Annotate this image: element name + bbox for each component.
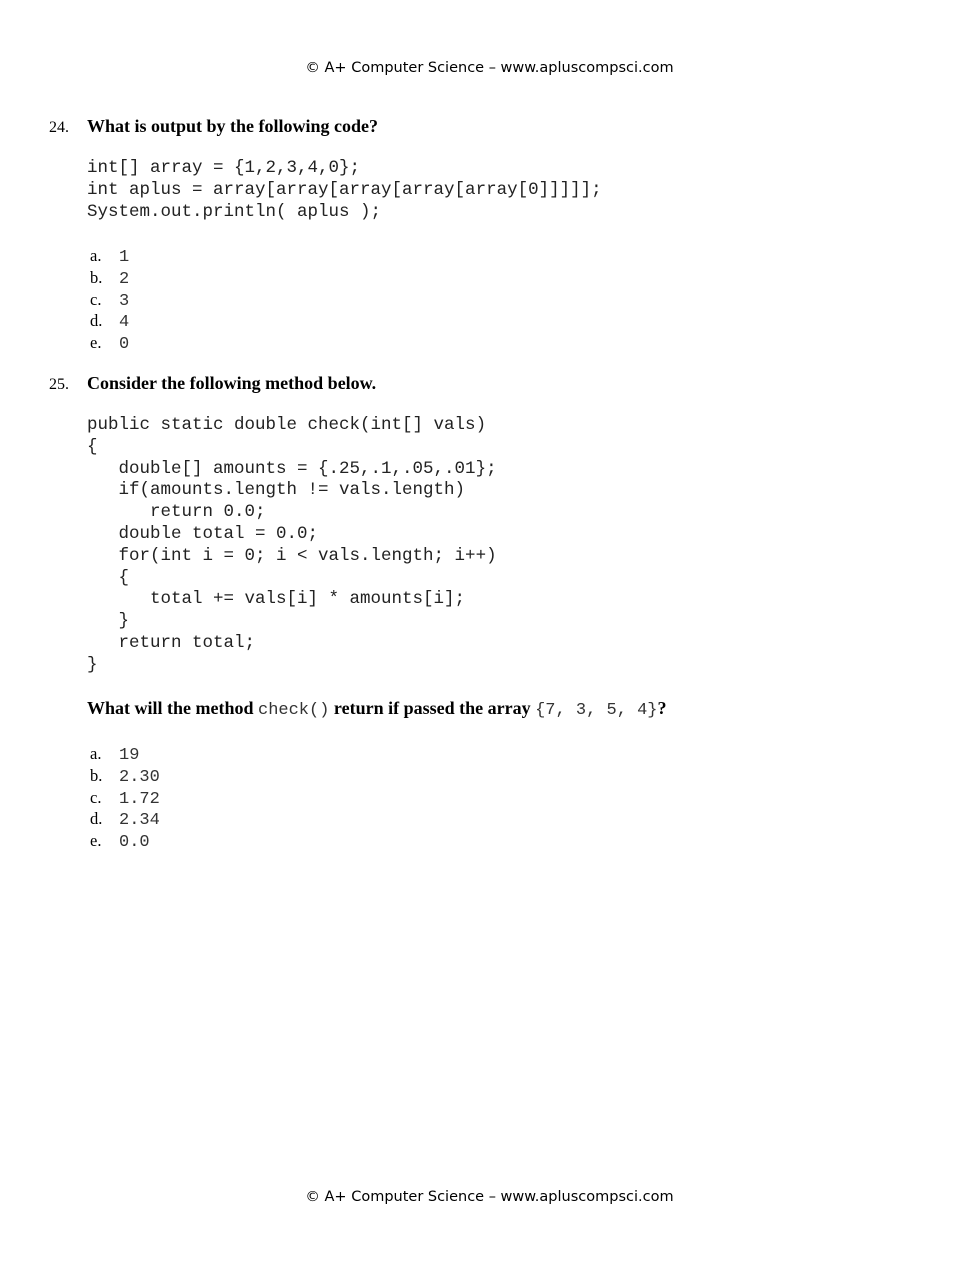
choice-text: 3: [119, 291, 130, 311]
choice-text: 2.34: [119, 811, 160, 831]
choice-text: 1: [119, 248, 130, 267]
question-25-choices: [90, 743, 160, 852]
choice-letter: b.: [90, 765, 103, 785]
question-24-number: 24.: [49, 119, 69, 136]
question-24-choices: [90, 245, 129, 354]
question-24-title: What is output by the following code?: [87, 116, 379, 136]
choice-item: [90, 743, 160, 765]
choice-item: [90, 310, 129, 332]
choice-item: [90, 787, 160, 809]
choice-letter: c.: [90, 787, 102, 807]
choice-letter: d.: [90, 809, 103, 829]
choice-item: [90, 289, 129, 311]
page-footer: © A+ Computer Science – www.apluscompsci.com: [305, 1189, 674, 1205]
question-24-code: int[] array = {1,2,3,4,0}; int aplus = array[array[array[array[array[0]]]]]; System.out.println( aplus );: [87, 158, 602, 222]
prompt-code: check(): [258, 701, 330, 720]
choice-letter: c.: [90, 289, 102, 309]
choice-letter: e.: [90, 831, 102, 851]
prompt-text: return if passed the array: [329, 698, 536, 718]
choice-item: [90, 765, 160, 787]
choice-text: 0: [119, 335, 130, 355]
choice-text: 2: [119, 269, 130, 289]
question-25-title: Consider the following method below.: [87, 373, 377, 393]
choice-item: [90, 245, 129, 267]
question-25-code: public static double check(int[] vals) { double[] amounts = {.25,.1,.05,.01}; if(amounts.length != vals.length) return 0.0; double total = 0.0; for(int i = 0; i < vals.length; i++) { total += vals[i] * amounts[i]; } return total; }: [87, 415, 497, 675]
choice-letter: d.: [90, 311, 103, 331]
choice-item: [90, 267, 129, 289]
choice-letter: e.: [90, 333, 102, 353]
question-25-prompt: [87, 698, 667, 720]
choice-text: 4: [119, 313, 130, 333]
prompt-text: What will the method: [87, 698, 258, 718]
page-header: © A+ Computer Science – www.apluscompsci.com: [305, 60, 674, 76]
prompt-code: {7, 3, 5, 4}: [535, 701, 658, 720]
choice-text: 19: [119, 746, 140, 765]
choice-letter: a.: [90, 246, 102, 265]
prompt-text: ?: [657, 698, 667, 718]
choice-letter: b.: [90, 267, 103, 287]
choice-item: [90, 808, 160, 830]
question-25-number: 25.: [49, 376, 69, 393]
choice-item: [90, 830, 160, 852]
choice-text: 0.0: [119, 833, 150, 853]
choice-text: 1.72: [119, 789, 160, 809]
choice-item: [90, 332, 129, 354]
choice-text: 2.30: [119, 767, 160, 787]
choice-letter: a.: [90, 744, 102, 763]
